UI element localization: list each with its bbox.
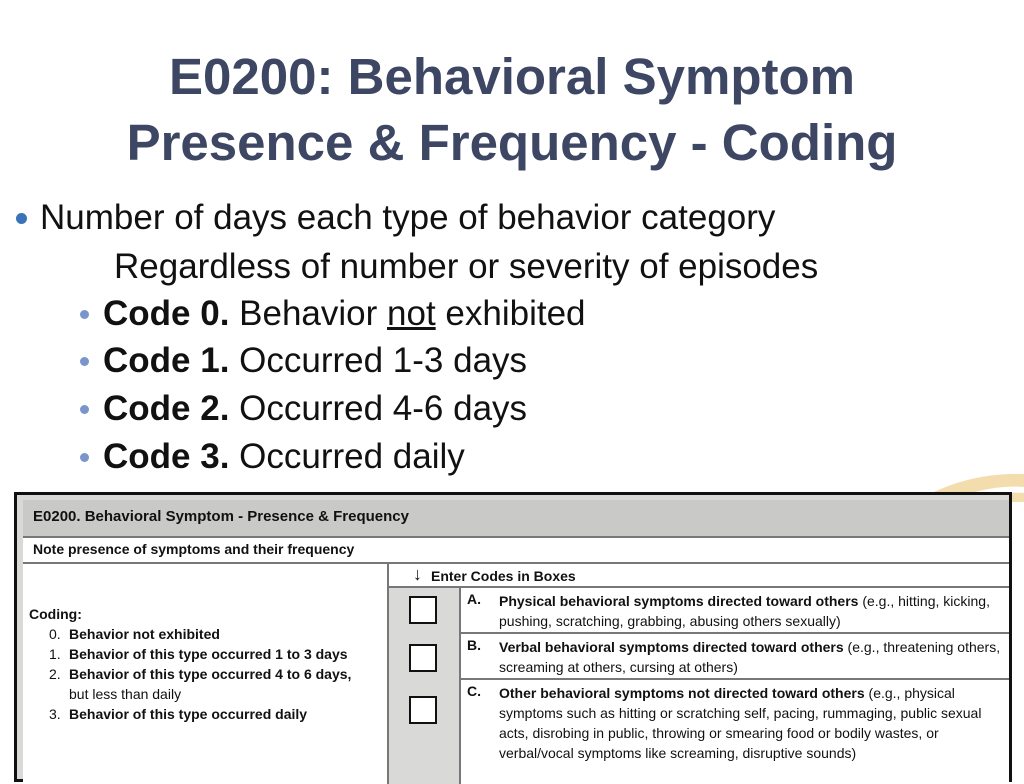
code-text: Occurred 4-6 days bbox=[229, 389, 528, 428]
slide-title-line-2: Presence & Frequency - Coding bbox=[126, 114, 898, 171]
coding-heading: Coding: bbox=[29, 606, 82, 622]
item-text: Other behavioral symptoms not directed toward others (e.g., physical symptoms such as hitting or scratching self, pacing, rummaging, public sexual acts, disrobing in public, throwing or smearing food or bodily wastes, or verbal/vocal symptoms like screaming, disruptive sounds) bbox=[499, 685, 982, 761]
code-label: Code 1. bbox=[103, 341, 230, 380]
code-box-b[interactable] bbox=[409, 644, 437, 672]
round-bullet-icon bbox=[80, 453, 89, 462]
behavior-item-c bbox=[461, 680, 1009, 784]
code-label: Code 2. bbox=[103, 389, 230, 428]
behavior-item-b bbox=[461, 634, 1009, 680]
code-label: Code 3. bbox=[103, 437, 230, 476]
item-letter: A. bbox=[467, 591, 481, 607]
round-bullet-icon bbox=[80, 405, 89, 414]
code-underlined-word: not bbox=[387, 294, 436, 333]
code-1-bullet bbox=[103, 339, 527, 383]
round-bullet-icon bbox=[16, 213, 27, 224]
item-letter: B. bbox=[467, 637, 481, 653]
coding-option-continuation: but less than daily bbox=[69, 686, 182, 702]
code-text: Behavior bbox=[229, 294, 388, 333]
round-bullet-icon bbox=[80, 357, 89, 366]
coding-option: 0. Behavior not exhibited bbox=[49, 626, 220, 642]
coding-option: 1. Behavior of this type occurred 1 to 3 days bbox=[49, 646, 348, 662]
down-arrow-icon: ↓ bbox=[413, 564, 422, 584]
coding-option: 3. Behavior of this type occurred daily bbox=[49, 706, 308, 722]
form-header bbox=[23, 500, 1009, 538]
slide-title bbox=[0, 44, 1024, 176]
code-0-bullet bbox=[103, 292, 586, 336]
enter-codes-row bbox=[389, 564, 1009, 588]
form-header-title: E0200. Behavioral Symptom - Presence & Frequency bbox=[33, 508, 409, 525]
round-bullet-icon bbox=[80, 310, 89, 319]
enter-codes-label: Enter Codes in Boxes bbox=[431, 568, 576, 584]
code-text: exhibited bbox=[435, 294, 586, 333]
coding-option: 2. Behavior of this type occurred 4 to 6 days, bbox=[49, 666, 352, 682]
code-3-bullet bbox=[103, 435, 465, 479]
form-note-row bbox=[23, 538, 1009, 564]
code-2-bullet bbox=[103, 387, 527, 431]
bullet-sub: Regardless of number or severity of episodes bbox=[114, 247, 819, 286]
coding-legend bbox=[29, 604, 351, 724]
code-box-a[interactable] bbox=[409, 596, 437, 624]
item-text: Verbal behavioral symptoms directed toward others (e.g., threatening others, screaming at others, cursing at others) bbox=[499, 639, 1001, 675]
slide-title-line-1: E0200: Behavioral Symptom bbox=[169, 48, 855, 105]
code-box-c[interactable] bbox=[409, 696, 437, 724]
coding-legend-panel bbox=[23, 564, 389, 784]
code-label: Code 0. bbox=[103, 294, 230, 333]
mds-form-section bbox=[14, 492, 1012, 782]
behavior-item-a bbox=[461, 588, 1009, 634]
code-box-column bbox=[389, 588, 461, 784]
item-text: Physical behavioral symptoms directed toward others (e.g., hitting, kicking, pushing, scratching, grabbing, abusing others sexually) bbox=[499, 593, 990, 629]
form-note: Note presence of symptoms and their frequency bbox=[33, 541, 355, 557]
bullet-main: Number of days each type of behavior category bbox=[40, 198, 776, 237]
code-text: Occurred 1-3 days bbox=[229, 341, 528, 380]
item-letter: C. bbox=[467, 683, 481, 699]
code-text: Occurred daily bbox=[229, 437, 465, 476]
